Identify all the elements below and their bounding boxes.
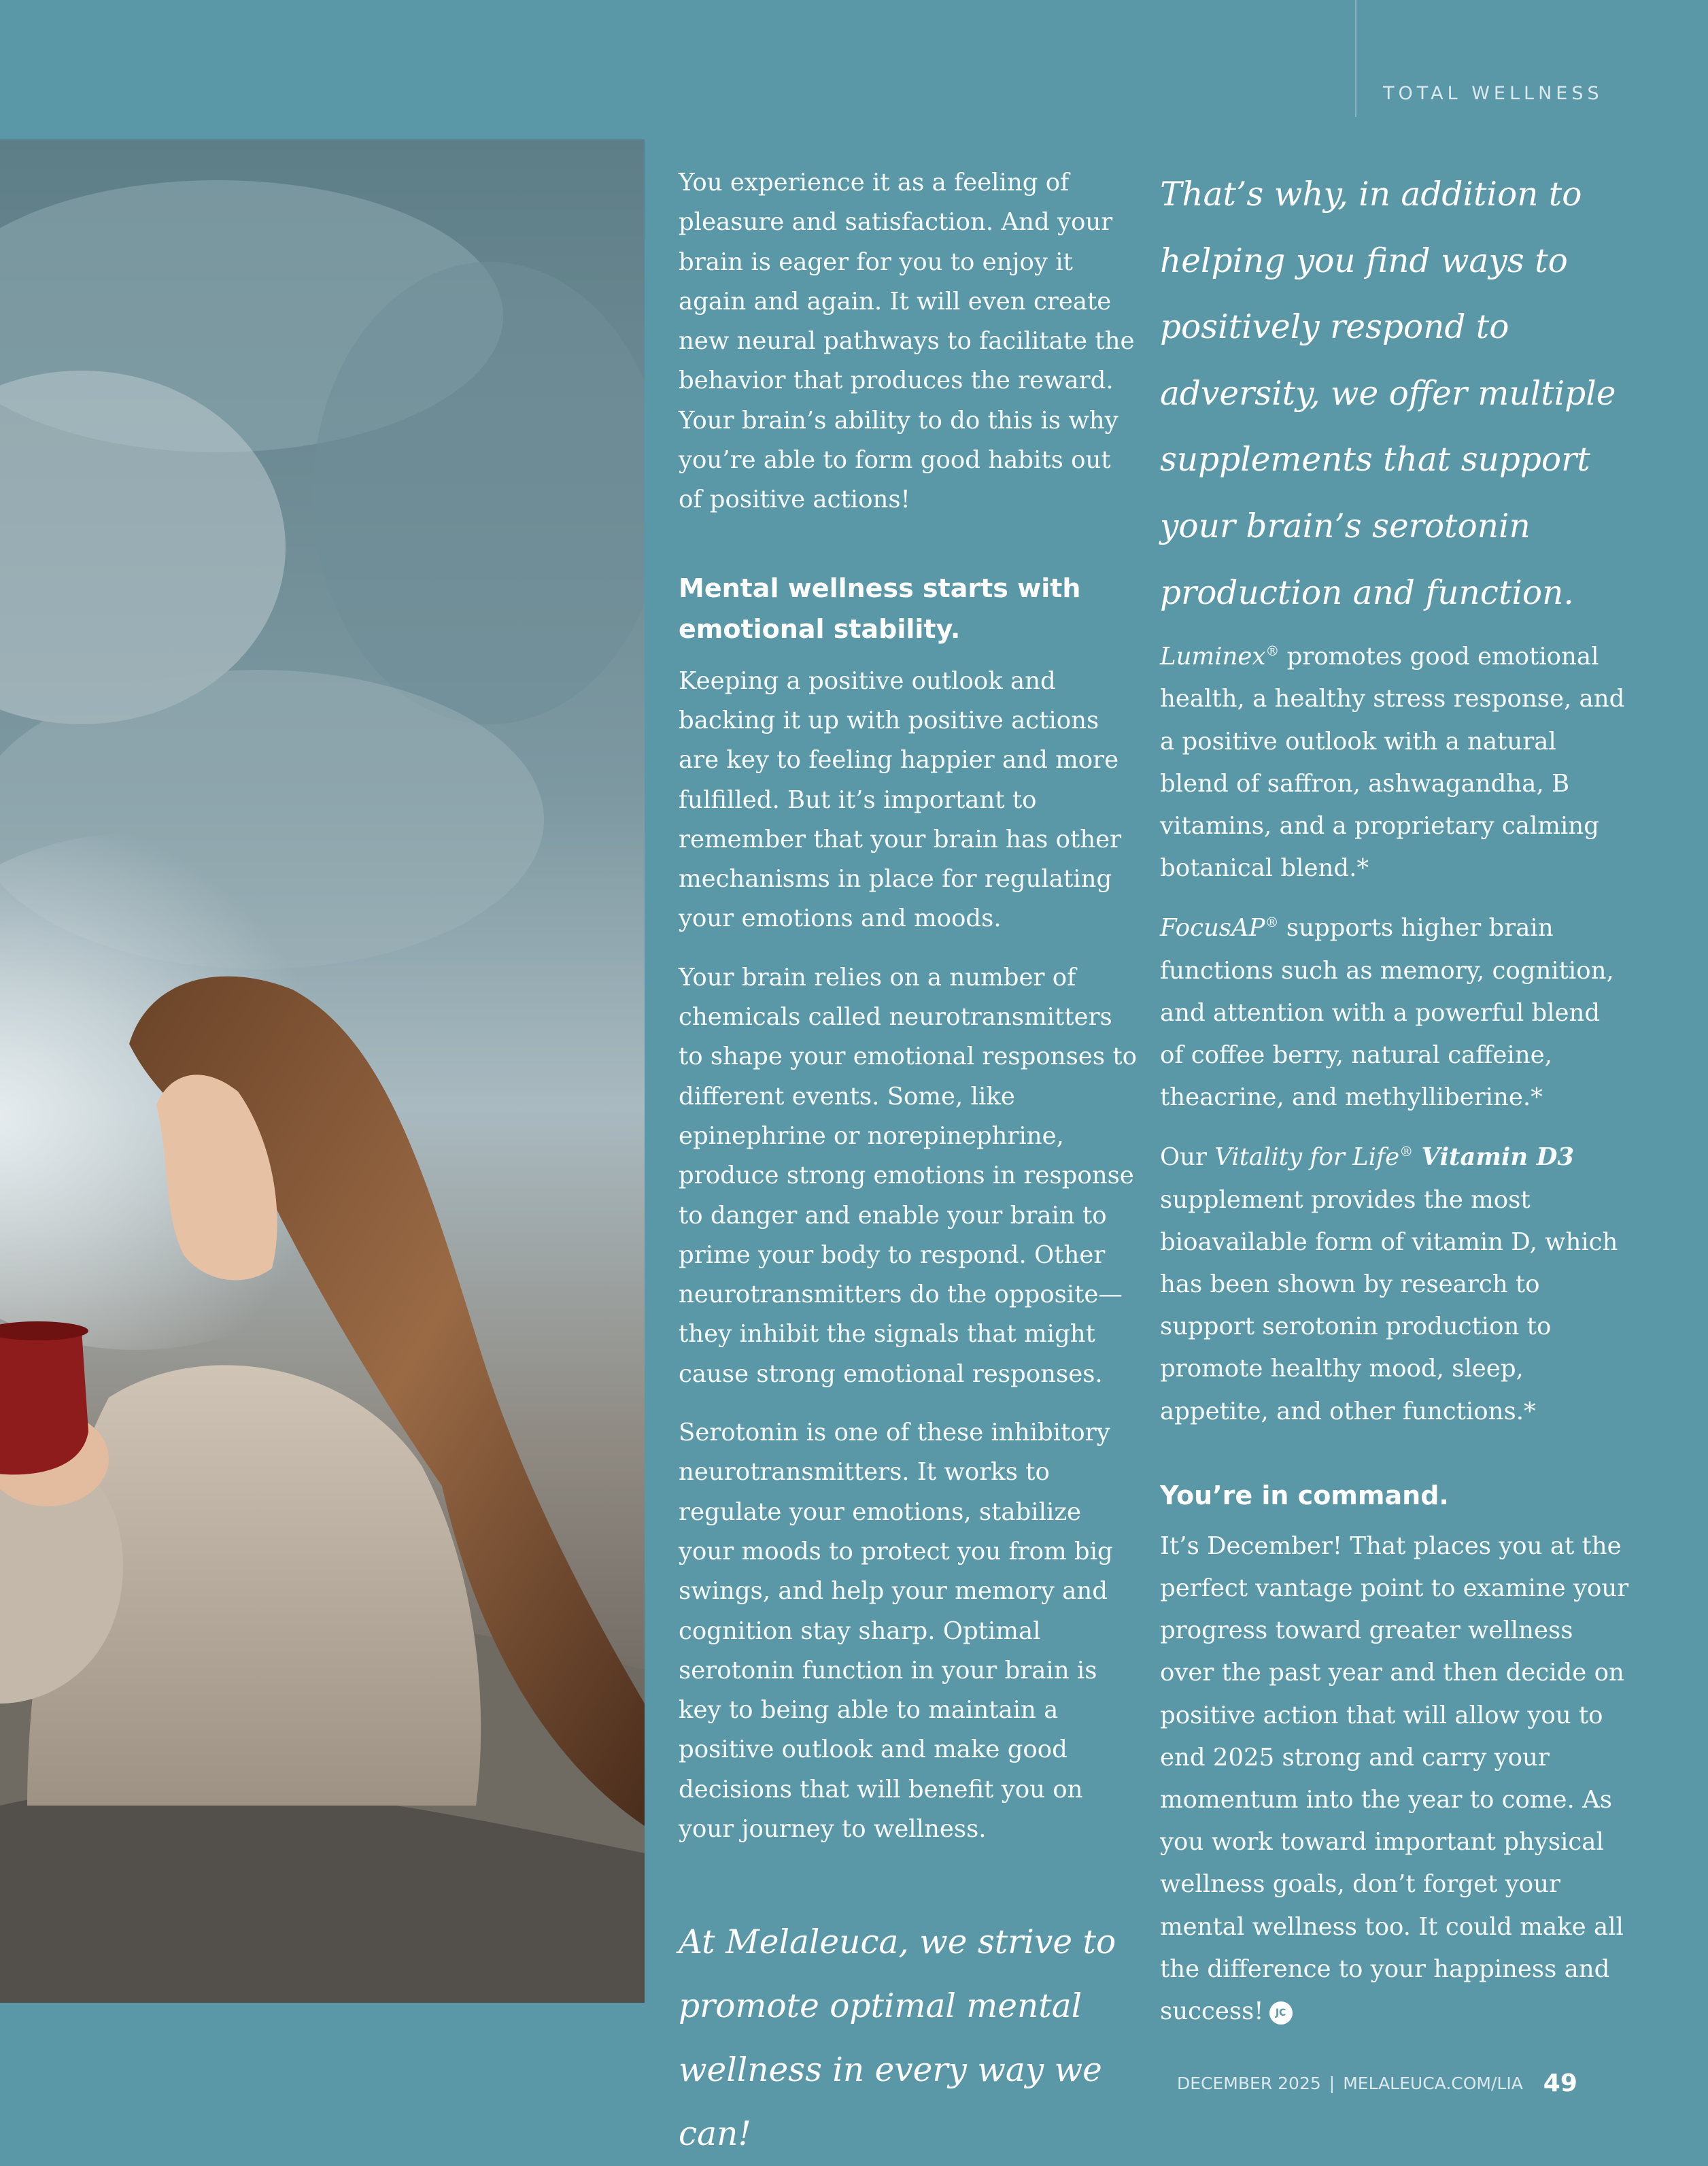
- vitamin-d3-description: supplement provides the most bioavailable form of vitamin D, which has been shown by research to support serotonin production to promote healthy mood, sleep, appetite, and other functions.*: [1160, 1185, 1618, 1425]
- girl-with-mug-photo: [0, 139, 645, 2003]
- footer-separator: |: [1329, 2074, 1335, 2093]
- heading-emotional-stability: Mental wellness starts with emotional stability.: [679, 573, 1081, 644]
- header-divider: [1355, 0, 1356, 117]
- issue-date: DECEMBER 2025: [1177, 2074, 1321, 2093]
- end-mark-icon: JC: [1269, 2001, 1293, 2025]
- luminex-name: Luminex: [1160, 643, 1266, 671]
- body-paragraph-4: Serotonin is one of these inhibitory neurotransmitters. It works to regulate your emotions, stabilize your moods to protect you from big swings, and help your memory and cognition stay sharp. Optimal serotonin function in your brain is key to being able to maintain a positive outlook and make good decisions that will benefit you on your journey to wellness.: [679, 1419, 1113, 1843]
- focusap-paragraph: [1160, 907, 1629, 1119]
- column-right: [1160, 163, 1629, 2033]
- vitamin-d3-name: Vitamin D3: [1413, 1143, 1575, 1172]
- focusap-name: FocusAP: [1160, 914, 1265, 943]
- luminex-description: promotes good emotional health, a healthy stress response, and a positive outlook with a natural blend of saffron, ashwagandha, B vitamins, and a proprietary calming botanical blend.*: [1160, 643, 1625, 883]
- luminex-paragraph: [1160, 636, 1629, 890]
- closing-paragraph: [1160, 1525, 1629, 2033]
- page-number: 49: [1543, 2069, 1577, 2097]
- page-footer: [1177, 2069, 1653, 2097]
- column-left: [679, 163, 1141, 2166]
- photo-illustration: [0, 139, 645, 2003]
- vitamin-d3-paragraph: [1160, 1136, 1629, 1432]
- body-paragraph-3: Your brain relies on a number of chemicals called neurotransmitters to shape your emotional responses to different events. Some, like epinephrine or norepinephrine, produce strong emotions in response to danger and enable your brain to prime your body to respond. Other neurotransmitters do the opposite—they inhibit the signals that might cause strong emotional responses.: [679, 963, 1137, 1388]
- vitality-for-life-name: Vitality for Life: [1214, 1143, 1400, 1172]
- footer-url[interactable]: MELALEUCA.COM/LIA: [1343, 2074, 1523, 2093]
- registered-mark: ®: [1399, 1143, 1414, 1160]
- registered-mark: ®: [1265, 643, 1280, 660]
- pull-quote-melaleuca: At Melaleuca, we strive to promote optimal mental wellness in every way we can!: [679, 1923, 1116, 2154]
- heading-youre-in-command: You’re in command.: [1160, 1480, 1449, 1510]
- body-paragraph-2: Keeping a positive outlook and backing it up with positive actions are key to feeling happier and more fulfilled. But it’s important to remember that your brain has other mechanisms in place for regulating your emotions and moods.: [679, 666, 1122, 933]
- pull-quote-supplements: That’s why, in addition to helping you find ways to positively respond to adversity, we offer multiple supplements that support your brain’s serotonin production and function.: [1160, 175, 1616, 612]
- closing-text: It’s December! That places you at the perfect vantage point to examine your progress toward greater wellness over the past year and then decide on positive action that will allow you to end 2025 strong and carry your momentum into the year to come. As you work toward important physical wellness goals, don’t forget your mental wellness too. It could make all the difference to your happiness and success!: [1160, 1532, 1629, 2026]
- vitd-prefix: Our: [1160, 1143, 1215, 1172]
- focusap-description: supports higher brain functions such as memory, cognition, and attention with a powerful blend of coffee berry, natural caffeine, theacrine, and methylliberine.*: [1160, 914, 1614, 1112]
- registered-mark: ®: [1265, 914, 1279, 931]
- section-label: TOTAL WELLNESS: [1383, 83, 1603, 104]
- body-paragraph-1: You experience it as a feeling of pleasure and satisfaction. And your brain is eager for you to enjoy it again and again. It will even create new neural pathways to facilitate the behavior that produces the reward. Your brain’s ability to do this is why you’re able to form good habits out of positive actions!: [679, 169, 1135, 514]
